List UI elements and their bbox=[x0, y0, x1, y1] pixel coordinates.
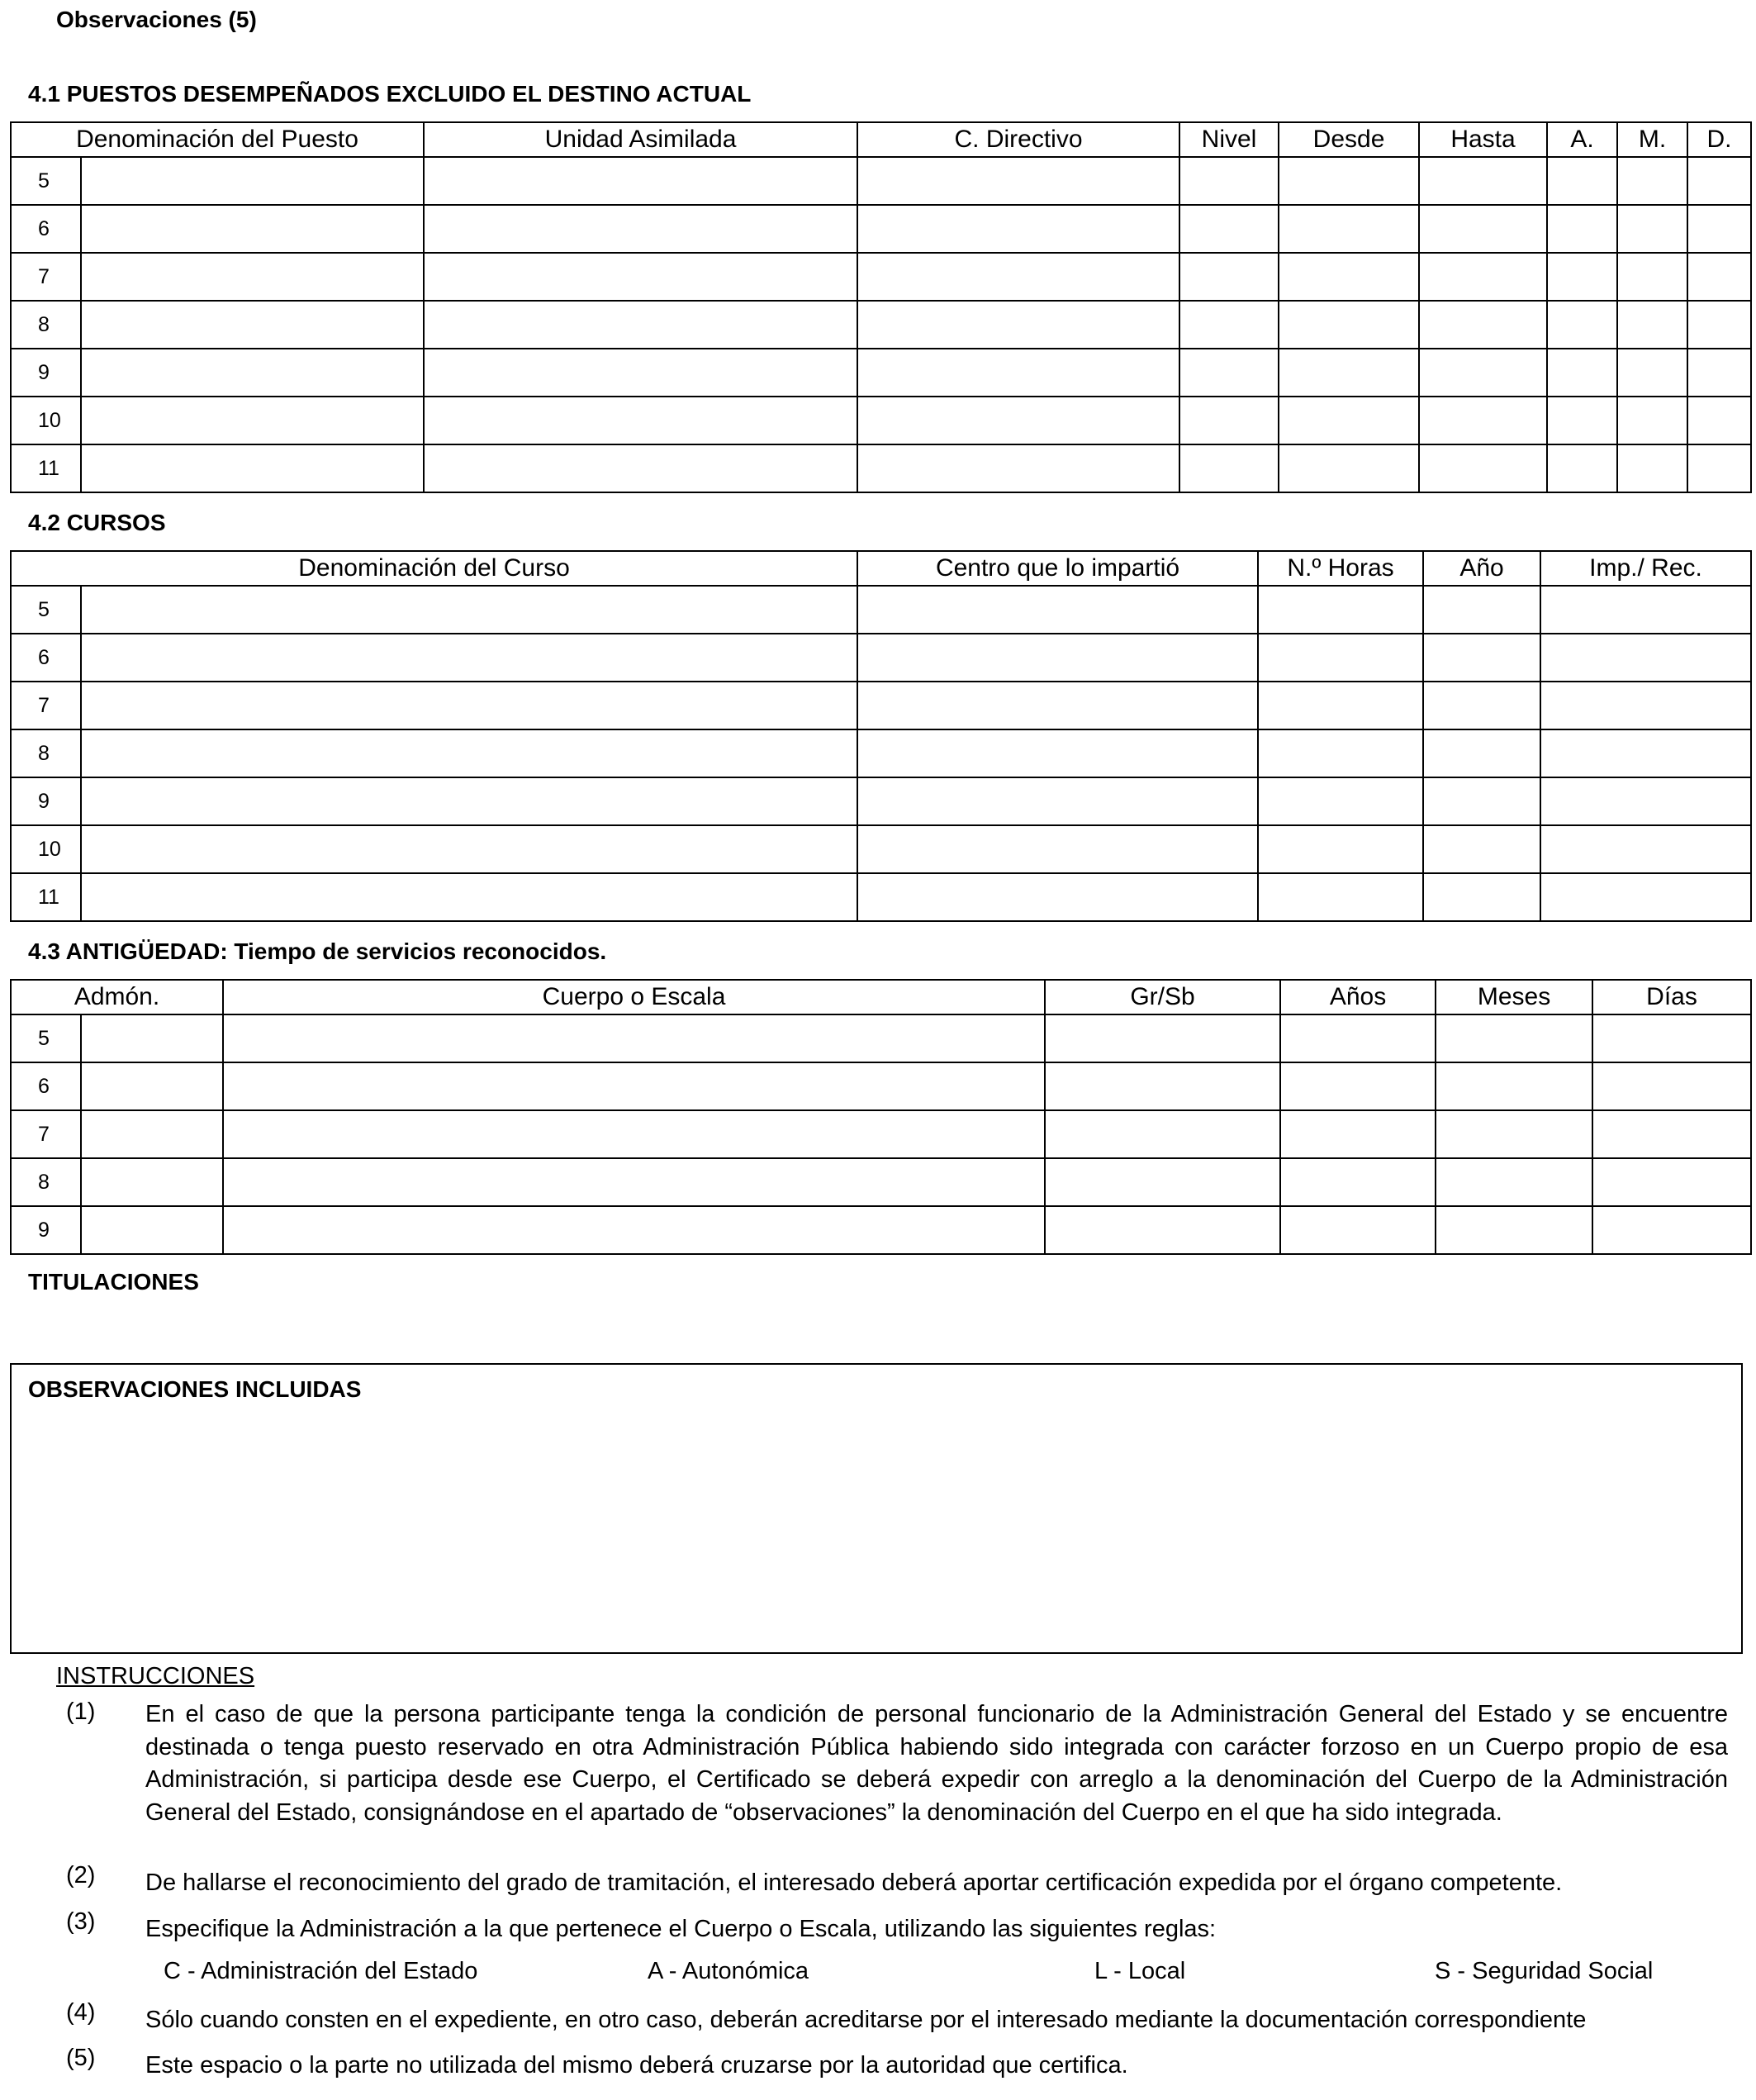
table-row bbox=[11, 777, 1751, 825]
cell[interactable] bbox=[81, 1062, 223, 1110]
col-header: Año bbox=[1423, 551, 1540, 586]
cell[interactable] bbox=[81, 682, 857, 729]
cell[interactable] bbox=[1617, 397, 1687, 444]
cell[interactable] bbox=[1592, 1110, 1751, 1158]
cell[interactable] bbox=[81, 1206, 223, 1254]
cell[interactable] bbox=[857, 825, 1258, 873]
titulaciones-title: TITULACIONES bbox=[28, 1269, 199, 1295]
col-header: Días bbox=[1592, 980, 1751, 1014]
row-number: 5 bbox=[11, 157, 81, 205]
cell[interactable] bbox=[1423, 777, 1540, 825]
instruction-text: Sólo cuando consten en el expediente, en otro caso, deberán acreditarse por el interesado mediante la documentación correspondiente bbox=[145, 2007, 1587, 2033]
col-header: Centro que lo impartió bbox=[857, 551, 1258, 586]
cell[interactable] bbox=[1258, 873, 1423, 921]
cell[interactable] bbox=[1423, 825, 1540, 873]
table-row bbox=[11, 873, 1751, 921]
row-number: 7 bbox=[11, 682, 81, 729]
cell[interactable] bbox=[1280, 1014, 1436, 1062]
cell[interactable] bbox=[81, 1014, 223, 1062]
cell[interactable] bbox=[1179, 397, 1279, 444]
cell[interactable] bbox=[1436, 1062, 1592, 1110]
cell[interactable] bbox=[1419, 205, 1547, 253]
cell[interactable] bbox=[857, 729, 1258, 777]
cell[interactable] bbox=[81, 1110, 223, 1158]
cell[interactable] bbox=[1617, 444, 1687, 492]
cell[interactable] bbox=[1540, 825, 1751, 873]
cell[interactable] bbox=[1280, 1206, 1436, 1254]
table-row bbox=[11, 1110, 1751, 1158]
cell[interactable] bbox=[1179, 349, 1279, 397]
cell[interactable] bbox=[223, 1014, 1045, 1062]
cell[interactable] bbox=[1258, 634, 1423, 682]
cell[interactable] bbox=[1179, 157, 1279, 205]
cell[interactable] bbox=[1279, 349, 1419, 397]
cell[interactable] bbox=[1547, 205, 1617, 253]
cell[interactable] bbox=[424, 349, 857, 397]
section-41-title: 4.1 PUESTOS DESEMPEÑADOS EXCLUIDO EL DESTINO ACTUAL bbox=[28, 81, 752, 107]
row-number: 11 bbox=[11, 873, 81, 921]
cell[interactable] bbox=[1547, 301, 1617, 349]
section-43-title: 4.3 ANTIGÜEDAD: Tiempo de servicios reconocidos. bbox=[28, 938, 607, 964]
rule-estado: C - Administración del Estado bbox=[164, 1958, 478, 1984]
cell[interactable] bbox=[81, 253, 424, 301]
table-row bbox=[11, 1158, 1751, 1206]
col-header: Años bbox=[1280, 980, 1436, 1014]
cell[interactable] bbox=[1617, 157, 1687, 205]
cell[interactable] bbox=[857, 253, 1179, 301]
cell[interactable] bbox=[1592, 1158, 1751, 1206]
table-row bbox=[11, 397, 1751, 444]
cell[interactable] bbox=[857, 205, 1179, 253]
cell[interactable] bbox=[1179, 253, 1279, 301]
col-header: Meses bbox=[1436, 980, 1592, 1014]
cell[interactable] bbox=[1179, 444, 1279, 492]
table-row bbox=[11, 1062, 1751, 1110]
cell[interactable] bbox=[1436, 1110, 1592, 1158]
cell[interactable] bbox=[81, 586, 857, 634]
cell[interactable] bbox=[1436, 1014, 1592, 1062]
row-number: 5 bbox=[11, 586, 81, 634]
cell[interactable] bbox=[1687, 397, 1751, 444]
col-header: Denominación del Curso bbox=[11, 551, 857, 586]
cell[interactable] bbox=[1045, 1062, 1280, 1110]
table-row bbox=[11, 301, 1751, 349]
cell[interactable] bbox=[1419, 301, 1547, 349]
cell[interactable] bbox=[1592, 1206, 1751, 1254]
table-row bbox=[11, 205, 1751, 253]
cell[interactable] bbox=[1423, 586, 1540, 634]
cell[interactable] bbox=[424, 157, 857, 205]
cell[interactable] bbox=[1279, 205, 1419, 253]
cell[interactable] bbox=[1419, 397, 1547, 444]
cell[interactable] bbox=[81, 634, 857, 682]
table-row bbox=[11, 586, 1751, 634]
row-number: 8 bbox=[11, 301, 81, 349]
cell[interactable] bbox=[1045, 1158, 1280, 1206]
cell[interactable] bbox=[81, 157, 424, 205]
observaciones-5-title: Observaciones (5) bbox=[56, 7, 257, 32]
cell[interactable] bbox=[1547, 253, 1617, 301]
cell[interactable] bbox=[857, 873, 1258, 921]
cell[interactable] bbox=[1279, 444, 1419, 492]
col-header: Admón. bbox=[11, 980, 223, 1014]
rule-local: L - Local bbox=[1094, 1958, 1186, 1984]
row-number: 11 bbox=[11, 444, 81, 492]
instruction-number: (1) bbox=[66, 1699, 96, 1725]
cell[interactable] bbox=[1592, 1062, 1751, 1110]
puestos-table bbox=[10, 121, 1752, 493]
cell[interactable] bbox=[1540, 729, 1751, 777]
cell[interactable] bbox=[1547, 444, 1617, 492]
cell[interactable] bbox=[81, 397, 424, 444]
cell[interactable] bbox=[1687, 205, 1751, 253]
cell[interactable] bbox=[1279, 157, 1419, 205]
col-header: Nivel bbox=[1179, 122, 1279, 157]
cell[interactable] bbox=[81, 205, 424, 253]
cell[interactable] bbox=[857, 301, 1179, 349]
cell[interactable] bbox=[1687, 301, 1751, 349]
cell[interactable] bbox=[1280, 1158, 1436, 1206]
cell[interactable] bbox=[424, 205, 857, 253]
cell[interactable] bbox=[1258, 729, 1423, 777]
cell[interactable] bbox=[1045, 1014, 1280, 1062]
cell[interactable] bbox=[1547, 157, 1617, 205]
cell[interactable] bbox=[1280, 1062, 1436, 1110]
cell[interactable] bbox=[424, 444, 857, 492]
cell[interactable] bbox=[1436, 1206, 1592, 1254]
row-number: 10 bbox=[11, 397, 81, 444]
cell[interactable] bbox=[424, 397, 857, 444]
cell[interactable] bbox=[1547, 397, 1617, 444]
cell[interactable] bbox=[857, 157, 1179, 205]
rule-seguridad-social: S - Seguridad Social bbox=[1435, 1958, 1654, 1984]
cell[interactable] bbox=[1687, 253, 1751, 301]
col-header: Hasta bbox=[1419, 122, 1547, 157]
cell[interactable] bbox=[1423, 634, 1540, 682]
cell[interactable] bbox=[1045, 1206, 1280, 1254]
table-row bbox=[11, 349, 1751, 397]
cell[interactable] bbox=[857, 682, 1258, 729]
row-number: 6 bbox=[11, 205, 81, 253]
cell[interactable] bbox=[1540, 634, 1751, 682]
cell[interactable] bbox=[1419, 253, 1547, 301]
cell[interactable] bbox=[81, 873, 857, 921]
cell[interactable] bbox=[857, 634, 1258, 682]
cell[interactable] bbox=[1419, 157, 1547, 205]
cell[interactable] bbox=[81, 777, 857, 825]
col-header: Denominación del Puesto bbox=[11, 122, 424, 157]
table-row bbox=[11, 1014, 1751, 1062]
instruction-number: (5) bbox=[66, 2045, 96, 2071]
row-number: 6 bbox=[11, 634, 81, 682]
cell[interactable] bbox=[1279, 253, 1419, 301]
row-number: 6 bbox=[11, 1062, 81, 1110]
cell[interactable] bbox=[223, 1206, 1045, 1254]
col-header: Unidad Asimilada bbox=[424, 122, 857, 157]
cell[interactable] bbox=[1423, 873, 1540, 921]
cell[interactable] bbox=[223, 1158, 1045, 1206]
table-row bbox=[11, 825, 1751, 873]
cursos-table bbox=[10, 550, 1752, 922]
cell[interactable] bbox=[1423, 729, 1540, 777]
col-header: N.º Horas bbox=[1258, 551, 1423, 586]
cell[interactable] bbox=[1592, 1014, 1751, 1062]
cell[interactable] bbox=[1280, 1110, 1436, 1158]
section-42-title: 4.2 CURSOS bbox=[28, 510, 166, 535]
instruction-text: De hallarse el reconocimiento del grado de tramitación, el interesado deberá aportar certificación expedida por el órgano competente. bbox=[145, 1870, 1563, 1896]
instruction-text: Especifique la Administración a la que pertenece el Cuerpo o Escala, utilizando las siguientes reglas: bbox=[145, 1916, 1217, 1942]
instrucciones-title: INSTRUCCIONES bbox=[56, 1663, 255, 1689]
cell[interactable] bbox=[1617, 349, 1687, 397]
row-number: 7 bbox=[11, 253, 81, 301]
cell[interactable] bbox=[424, 301, 857, 349]
col-header: M. bbox=[1617, 122, 1687, 157]
cell[interactable] bbox=[1179, 205, 1279, 253]
cell[interactable] bbox=[223, 1062, 1045, 1110]
table-row bbox=[11, 444, 1751, 492]
observaciones-incluidas-title: OBSERVACIONES INCLUIDAS bbox=[28, 1376, 362, 1402]
table-row bbox=[11, 1206, 1751, 1254]
cell[interactable] bbox=[857, 777, 1258, 825]
row-number: 9 bbox=[11, 1206, 81, 1254]
cell[interactable] bbox=[1423, 682, 1540, 729]
col-header: D. bbox=[1687, 122, 1751, 157]
table-row bbox=[11, 253, 1751, 301]
cell[interactable] bbox=[1419, 349, 1547, 397]
cell[interactable] bbox=[223, 1110, 1045, 1158]
cell[interactable] bbox=[1436, 1158, 1592, 1206]
row-number: 10 bbox=[11, 825, 81, 873]
cell[interactable] bbox=[1687, 349, 1751, 397]
table-header-row bbox=[11, 980, 1751, 1014]
cell[interactable] bbox=[81, 729, 857, 777]
cell[interactable] bbox=[857, 349, 1179, 397]
col-header: Imp./ Rec. bbox=[1540, 551, 1751, 586]
cell[interactable] bbox=[81, 301, 424, 349]
cell[interactable] bbox=[1045, 1110, 1280, 1158]
cell[interactable] bbox=[1617, 253, 1687, 301]
row-number: 5 bbox=[11, 1014, 81, 1062]
cell[interactable] bbox=[1687, 444, 1751, 492]
table-row bbox=[11, 157, 1751, 205]
rule-autonomica: A - Autonómica bbox=[648, 1958, 809, 1984]
cell[interactable] bbox=[81, 444, 424, 492]
table-row bbox=[11, 682, 1751, 729]
cell[interactable] bbox=[857, 586, 1258, 634]
cell[interactable] bbox=[1279, 397, 1419, 444]
cell[interactable] bbox=[1419, 444, 1547, 492]
row-number: 8 bbox=[11, 1158, 81, 1206]
row-number: 9 bbox=[11, 349, 81, 397]
row-number: 7 bbox=[11, 1110, 81, 1158]
cell[interactable] bbox=[1540, 586, 1751, 634]
cell[interactable] bbox=[857, 444, 1179, 492]
cell[interactable] bbox=[857, 397, 1179, 444]
cell[interactable] bbox=[1540, 873, 1751, 921]
cell[interactable] bbox=[1179, 301, 1279, 349]
table-row bbox=[11, 729, 1751, 777]
cell[interactable] bbox=[81, 825, 857, 873]
observaciones-incluidas-box[interactable] bbox=[10, 1363, 1743, 1654]
instruction-text: Este espacio o la parte no utilizada del mismo deberá cruzarse por la autoridad que certifica. bbox=[145, 2052, 1128, 2079]
row-number: 9 bbox=[11, 777, 81, 825]
cell[interactable] bbox=[1540, 682, 1751, 729]
cell[interactable] bbox=[1547, 349, 1617, 397]
instruction-number: (3) bbox=[66, 1908, 96, 1935]
instruction-number: (2) bbox=[66, 1862, 96, 1889]
table-row bbox=[11, 634, 1751, 682]
col-header: A. bbox=[1547, 122, 1617, 157]
cell[interactable] bbox=[424, 253, 857, 301]
cell[interactable] bbox=[1258, 825, 1423, 873]
row-number: 8 bbox=[11, 729, 81, 777]
table-header-row bbox=[11, 122, 1751, 157]
instruction-number: (4) bbox=[66, 1999, 96, 2026]
cell[interactable] bbox=[1258, 586, 1423, 634]
col-header: Gr/Sb bbox=[1045, 980, 1280, 1014]
cell[interactable] bbox=[1687, 157, 1751, 205]
cell[interactable] bbox=[1258, 682, 1423, 729]
table-header-row bbox=[11, 551, 1751, 586]
cell[interactable] bbox=[1617, 205, 1687, 253]
cell[interactable] bbox=[81, 349, 424, 397]
cell[interactable] bbox=[1258, 777, 1423, 825]
cell[interactable] bbox=[1279, 301, 1419, 349]
col-header: Cuerpo o Escala bbox=[223, 980, 1045, 1014]
antiguedad-table bbox=[10, 979, 1752, 1255]
cell[interactable] bbox=[81, 1158, 223, 1206]
cell[interactable] bbox=[1540, 777, 1751, 825]
instruction-text: En el caso de que la persona participante tenga la condición de personal funcionario de la Administración General del Estado y se encuentre destinada o tenga puesto reservado en otra Administración Pública habiendo sido integrada con carácter forzoso en un Cuerpo propio de esa Administración, si participa desde ese Cuerpo, el Certificado se deberá expedir con arreglo a la denominación del Cuerpo de la Administración General del Estado, consignándose en el apartado de “observaciones” la denominación del Cuerpo en el que ha sido integrada. bbox=[145, 1701, 1728, 1826]
col-header: Desde bbox=[1279, 122, 1419, 157]
col-header: C. Directivo bbox=[857, 122, 1179, 157]
cell[interactable] bbox=[1617, 301, 1687, 349]
